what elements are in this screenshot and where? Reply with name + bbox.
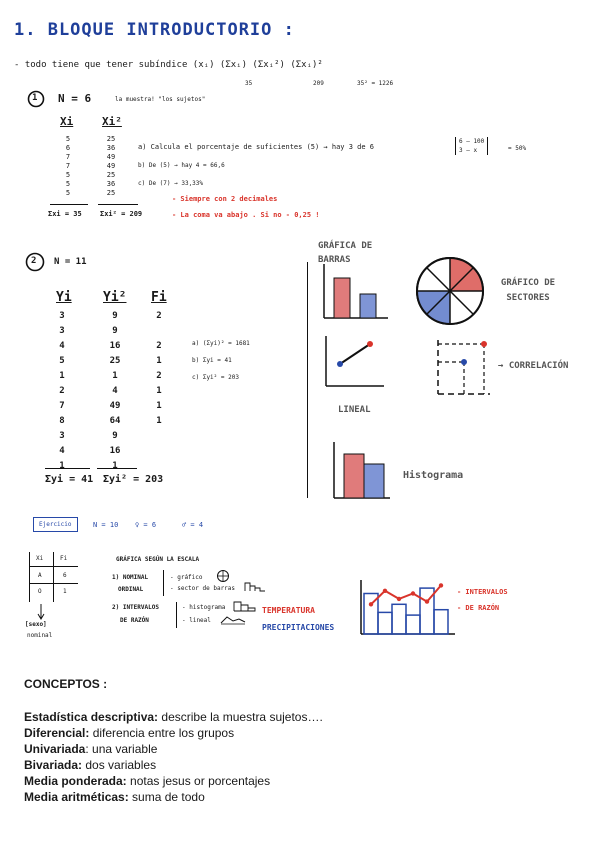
table-cell: 2 xyxy=(156,341,162,351)
table3-header-divider xyxy=(30,566,78,567)
exercise-box: Ejercicio xyxy=(33,517,78,532)
section-1-n-note: la muestra! "los sujetos" xyxy=(115,96,206,103)
scale-red-label: TEMPERATURA xyxy=(262,606,315,615)
pie-chart-icon xyxy=(413,254,487,328)
scale-item1-opt2: - sector de barras xyxy=(170,585,236,592)
s2-col-f-header: Fi xyxy=(151,290,167,305)
table-cell: 49 xyxy=(106,162,116,170)
table-cell: 7 xyxy=(65,153,71,161)
s2-col-y2-header: Yi² xyxy=(103,290,127,305)
concept-definition: diferencia entre los grupos xyxy=(89,726,235,740)
concept-term: Bivariada: xyxy=(24,758,83,772)
s1-red-note-2: - La coma va abajo . Si no - 0,25 ! xyxy=(172,211,320,219)
table-cell: 16 xyxy=(109,341,121,351)
table-cell: 36 xyxy=(106,144,116,152)
s1-col-x xyxy=(60,135,76,198)
s1-item-a: a) Calcula el porcentaje de suficientes (5) → hay 3 de 6 xyxy=(138,143,375,151)
table-cell: 25 xyxy=(109,356,121,366)
table-cell: 36 xyxy=(106,180,116,188)
table-cell: 7 xyxy=(59,401,65,411)
s2-col-y2 xyxy=(104,309,126,474)
table3-row2-fi: 1 xyxy=(63,588,67,595)
scale-blue-label: PRECIPITACIONES xyxy=(262,623,335,632)
scale-item1-b: ORDINAL xyxy=(118,586,144,593)
table-cell: 5 xyxy=(59,356,65,366)
scale-item2-a: 2) INTERVALOS xyxy=(112,604,159,611)
s1-col-x-header: Xi xyxy=(60,115,74,128)
table-cell: 49 xyxy=(106,153,116,161)
concept-term: Diferencial: xyxy=(24,726,90,740)
table3-header-fi: Fi xyxy=(60,555,68,562)
combo-bar xyxy=(434,610,448,634)
table-cell: 25 xyxy=(106,135,116,143)
mini-pie-icon xyxy=(216,569,230,583)
intro-sub-3: 35² = 1226 xyxy=(357,80,394,87)
s2-item-b: b) Σyi = 41 xyxy=(192,357,232,364)
table3-arrow-icon xyxy=(36,604,46,620)
graphs-divider xyxy=(307,262,308,498)
s1-item-b: b) De (5) → hay 4 = 66,6 xyxy=(138,162,225,169)
concept-term: Univariada xyxy=(24,742,86,756)
page-title: 1. BLOQUE INTRODUCTORIO : xyxy=(14,20,295,40)
concept-term: Media aritméticas: xyxy=(24,790,129,804)
table-cell: 1 xyxy=(112,461,118,471)
concept-item xyxy=(24,757,584,773)
table3-row1-xi: A xyxy=(38,572,42,579)
s1-sum-x: Σxi = 35 xyxy=(48,210,82,218)
combo-chart xyxy=(357,576,457,638)
table3-row2-xi: O xyxy=(38,588,42,595)
s1-matrix-result: = 50% xyxy=(508,145,527,152)
table-cell: 9 xyxy=(112,326,118,336)
table-cell: 2 xyxy=(156,311,162,321)
s1-col-x2 xyxy=(100,135,122,198)
s1-matrix-top: 6 — 100 xyxy=(459,138,485,145)
s1-matrix xyxy=(455,137,488,155)
section-2-n: N = 11 xyxy=(54,257,87,267)
concept-term: Estadística descriptiva: xyxy=(24,710,159,724)
combo-point xyxy=(411,591,415,595)
concepts-list xyxy=(24,709,584,805)
table-cell: 1 xyxy=(112,371,118,381)
combo-bar xyxy=(378,612,392,634)
s1-item-c: c) De (7) → 33,33% xyxy=(138,180,204,187)
table-cell: 9 xyxy=(112,311,118,321)
table-cell: 49 xyxy=(109,401,121,411)
concept-definition: notas jesus or porcentajes xyxy=(126,774,271,788)
section-1-n: N = 6 xyxy=(58,92,92,105)
table-cell: 5 xyxy=(65,189,71,197)
table-cell: 4 xyxy=(59,446,65,456)
concept-definition: : una variable xyxy=(85,742,158,756)
s2-col-y-header: Yi xyxy=(56,290,72,305)
combo-bar xyxy=(392,604,406,634)
table3-below-label: [sexo] xyxy=(25,621,47,628)
table-cell: 2 xyxy=(59,386,65,396)
table-cell: 1 xyxy=(156,356,162,366)
correlation-icon xyxy=(434,336,494,398)
table-cell: 1 xyxy=(156,386,162,396)
combo-point xyxy=(397,597,401,601)
table-cell: 64 xyxy=(109,416,121,426)
table3-below-sub: nominal xyxy=(27,632,53,639)
combo-point xyxy=(383,589,387,593)
combo-bar xyxy=(406,615,420,634)
combo-point xyxy=(439,583,443,587)
scale-item1-a: 1) NOMINAL xyxy=(112,574,149,581)
s1-red-note-1: - Siempre con 2 decimales xyxy=(172,195,278,203)
pie-chart-label: GRÁFICO DE SECTORES xyxy=(500,278,556,303)
s1-matrix-bottom: 3 — x xyxy=(459,147,478,154)
histogram-label: Histograma xyxy=(403,470,464,481)
bar-chart-label: GRÁFICA DE BARRAS xyxy=(318,241,373,265)
scale-item1-opt1: - gráfico xyxy=(170,574,203,581)
s2-sum-y: Σyi = 41 xyxy=(45,474,94,485)
table-cell: 16 xyxy=(109,446,121,456)
correlation-label: → CORRELACIÓN xyxy=(498,361,569,371)
scale-item2-opt1: - histograma xyxy=(182,604,226,611)
intro-sub-1: 35 xyxy=(245,80,253,87)
s2-col-f xyxy=(151,309,167,429)
table-cell: 6 xyxy=(65,144,71,152)
exercise-n: N = 10 xyxy=(93,521,119,529)
concept-item xyxy=(24,725,584,741)
table3-col-divider xyxy=(53,552,54,602)
combo-point xyxy=(369,602,373,606)
histogram-icon xyxy=(330,440,392,502)
table-cell: 1 xyxy=(156,416,162,426)
scale-item2-b: DE RAZÓN xyxy=(120,617,149,624)
combo-label-1: - INTERVALOS xyxy=(457,588,508,596)
concept-definition: dos variables xyxy=(82,758,157,772)
concept-item xyxy=(24,789,584,805)
table-cell: 5 xyxy=(65,135,71,143)
combo-label-2: - DE RAZÓN xyxy=(457,604,500,612)
table3-header-xi: Xi xyxy=(36,555,44,562)
concept-definition: describe la muestra sujetos…. xyxy=(158,710,323,724)
table3-row1-fi: 6 xyxy=(63,572,67,579)
concept-item xyxy=(24,741,584,757)
scale-bracket-2 xyxy=(176,602,177,628)
intro-sub-2: 209 xyxy=(313,80,324,87)
linear-chart-icon xyxy=(322,334,386,390)
table-cell: 9 xyxy=(112,431,118,441)
scale-heading: GRÁFICA SEGÚN LA ESCALA xyxy=(116,556,200,563)
table-cell: 4 xyxy=(59,341,65,351)
concept-definition: suma de todo xyxy=(128,790,205,804)
concept-item xyxy=(24,709,584,725)
table-cell xyxy=(151,324,167,339)
intro-line: - todo tiene que tener subíndice (xᵢ) (Σxᵢ) (Σxᵢ²) (Σxᵢ)² xyxy=(14,60,323,70)
table-cell: 5 xyxy=(65,180,71,188)
mini-histogram-icon xyxy=(233,600,257,612)
s2-sum-divider xyxy=(45,468,90,469)
table-cell: 3 xyxy=(59,431,65,441)
s2-sum-divider-2 xyxy=(97,468,137,469)
s1-sum-divider xyxy=(50,204,88,205)
table-cell: 5 xyxy=(65,171,71,179)
s1-sum-x2: Σxi² = 209 xyxy=(100,210,143,218)
exercise-female: ♀ = 6 xyxy=(135,521,157,529)
table3 xyxy=(29,552,78,602)
table-cell: 3 xyxy=(59,326,65,336)
s2-item-c: c) Σyi² = 203 xyxy=(192,374,239,381)
s2-sum-y2: Σyi² = 203 xyxy=(103,474,164,485)
table3-row-divider xyxy=(30,583,78,584)
table-cell: 2 xyxy=(156,371,162,381)
scale-bracket-1 xyxy=(163,570,164,596)
s2-item-a: a) (Σyi)² = 1681 xyxy=(192,340,250,347)
mini-line-icon xyxy=(220,613,246,625)
bar-chart-icon xyxy=(320,262,390,322)
s1-sum-divider-2 xyxy=(98,204,138,205)
mini-bar-icon xyxy=(244,580,266,592)
scale-item2-opt2: - lineal xyxy=(182,617,211,624)
table-cell: 8 xyxy=(59,416,65,426)
linear-chart-label: LINEAL xyxy=(338,405,371,415)
combo-point xyxy=(425,599,429,603)
s2-col-y xyxy=(54,309,70,474)
section-1-number: 1 xyxy=(32,93,38,103)
table-cell: 1 xyxy=(59,461,65,471)
table-cell: 1 xyxy=(59,371,65,381)
table-cell: 1 xyxy=(156,401,162,411)
concepts-heading: CONCEPTOS : xyxy=(24,677,108,691)
table-cell: 25 xyxy=(106,189,116,197)
section-2-number: 2 xyxy=(31,256,37,266)
concept-item xyxy=(24,773,584,789)
concepts-section xyxy=(24,676,584,805)
table-cell: 25 xyxy=(106,171,116,179)
exercise-male: ♂ = 4 xyxy=(182,521,204,529)
table-cell: 4 xyxy=(112,386,118,396)
table-cell: 3 xyxy=(59,311,65,321)
s1-col-x2-header: Xi² xyxy=(102,115,122,128)
concept-term: Media ponderada: xyxy=(24,774,127,788)
table-cell: 7 xyxy=(65,162,71,170)
